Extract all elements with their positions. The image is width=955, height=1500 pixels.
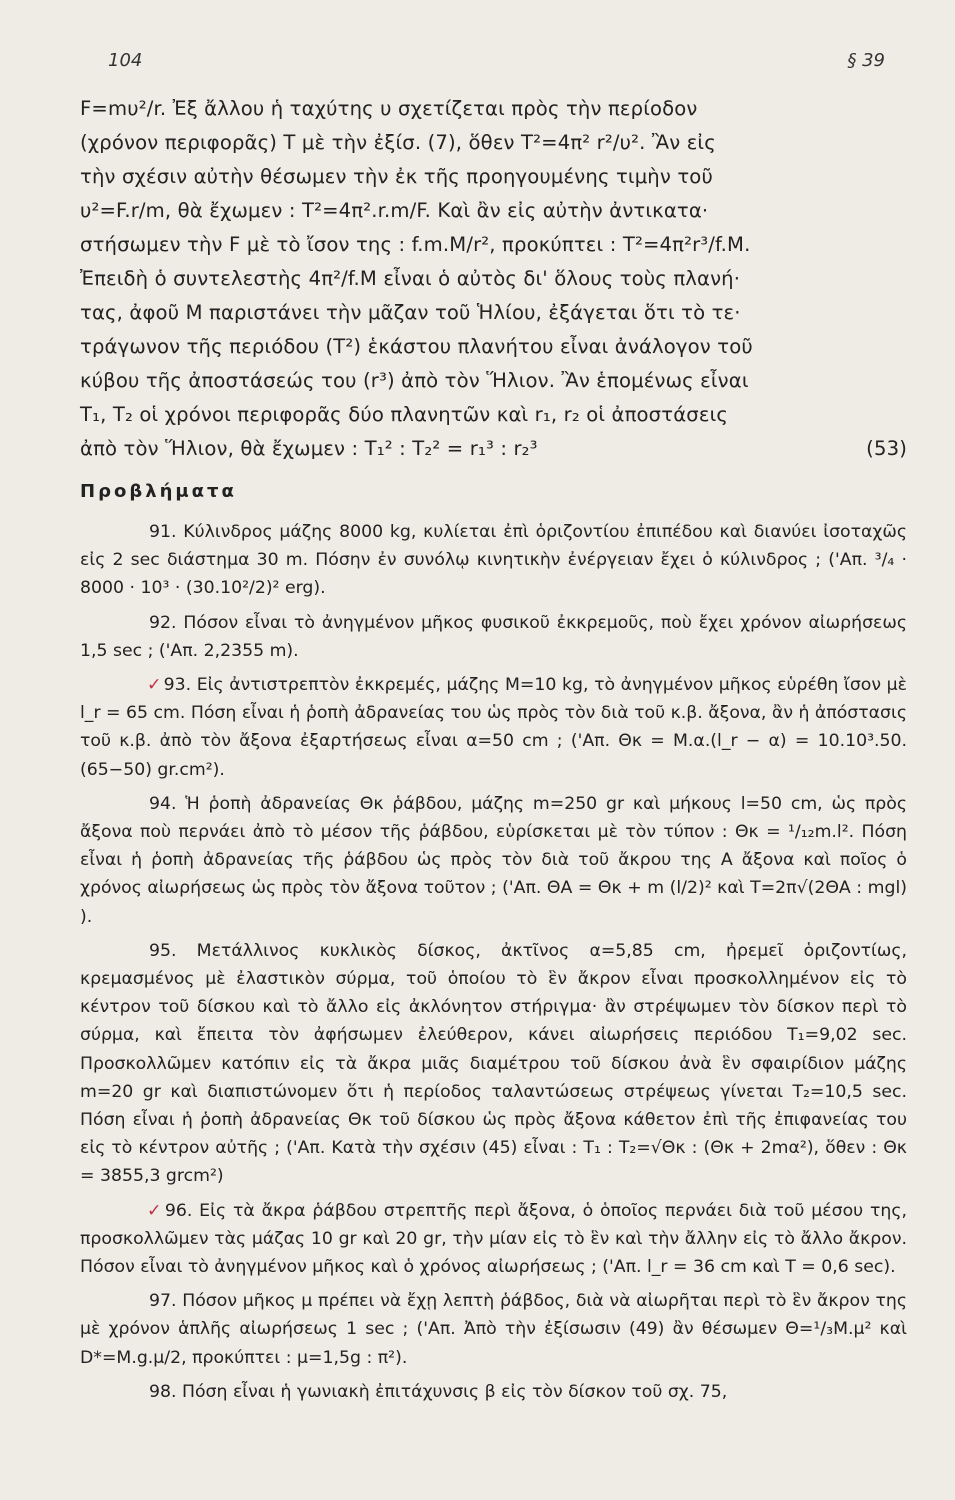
handwritten-check-mark: ✓ (147, 1200, 163, 1221)
page-header (108, 50, 885, 80)
text-line: Ἐπειδὴ ὁ συντελεστὴς 4π²/f.M εἶναι ὁ αὐτὸς δι' ὅλους τοὺς πλανή· (80, 267, 741, 290)
problem-item (80, 518, 907, 603)
problem-item (80, 1378, 907, 1406)
problem-item (80, 1287, 907, 1372)
problem-text: 97. Πόσον μῆκος μ πρέπει νὰ ἔχῃ λεπτὴ ῥάβδος, διὰ νὰ αἰωρῆται περὶ τὸ ἓν ἄκρον της μὲ χρόνον ἁπλῆς αἰωρήσεως 1 sec ; ('Απ. Ἀπὸ τὴν ἐξίσωσιν (49) ἂν θέσωμεν Θ=¹/₃M.μ² καὶ D*=M.g.μ/2, προκύπτει : μ=1,5g : π²). (80, 1291, 907, 1368)
problem-text: 93. Εἰς ἀντιστρεπτὸν ἐκκρεμές, μάζης M=10 kg, τὸ ἀνηγμένον μῆκος εὑρέθη ἴσον μὲ l_r = 65 cm. Πόση εἶναι ἡ ῥοπὴ ἀδρανείας του ὡς πρὸς τὸν διὰ τοῦ κ.β. ἄξονα, ἂν ἡ ἀπόστασις τοῦ κ.β. ἀπὸ τὸν ἄξονα ἐξαρτήσεως εἶναι α=50 cm ; ('Απ. Θκ = M.α.(l_r − α) = 10.10³.50.(65−50) gr.cm²). (80, 675, 907, 780)
section-heading: Προβλήματα (80, 481, 237, 502)
text-line: τράγωνον τῆς περιόδου (T²) ἑκάστου πλανήτου εἶναι ἀνάλογον τοῦ (80, 335, 753, 358)
problem-text: 92. Πόσον εἶναι τὸ ἀνηγμένον μῆκος φυσικοῦ ἐκκρεμοῦς, ποὺ ἔχει χρόνον αἰωρήσεως 1,5 sec ; ('Απ. 2,2355 m). (80, 612, 907, 661)
equation-number: (53) (866, 437, 907, 460)
problem-item (80, 671, 907, 784)
text-line: (χρόνον περιφορᾶς) T μὲ τὴν ἐξίσ. (7), ὅθεν T²=4π² r²/υ². Ἂν εἰς (80, 131, 716, 154)
text-line: τὴν σχέσιν αὐτὴν θέσωμεν τὴν ἐκ τῆς προηγουμένης τιμὴν τοῦ (80, 165, 713, 188)
handwritten-check-mark: ✓ (147, 675, 162, 696)
problem-item (80, 790, 907, 931)
page-number: 104 (108, 50, 143, 71)
text-line: T₁, T₂ οἱ χρόνοι περιφορᾶς δύο πλανητῶν καὶ r₁, r₂ οἱ ἀποστάσεις (80, 403, 728, 426)
problem-item (80, 1197, 907, 1282)
problem-text: 96. Εἰς τὰ ἄκρα ῥάβδου στρεπτῆς περὶ ἄξονα, ὁ ὁποῖος περνάει διὰ τοῦ μέσου της, προσκολλῶμεν τὰς μάζας 10 gr καὶ 20 gr, τὴν μίαν εἰς τὸ ἓν καὶ τὴν ἄλλην εἰς τὸ ἄλλο ἄκρον. Πόσον εἶναι τὸ ἀνηγμένον μῆκος καὶ ὁ χρόνος αἰωρήσεως ; ('Απ. l_r = 36 cm καὶ T = 0,6 sec). (80, 1200, 907, 1278)
text-line: τας, ἀφοῦ M παριστάνει τὴν μᾶζαν τοῦ Ἡλίου, ἐξάγεται ὅτι τὸ τε· (80, 301, 741, 324)
text-line: στήσωμεν τὴν F μὲ τὸ ἴσον της : f.m.M/r², προκύπτει : T²=4π²r³/f.M. (80, 233, 751, 256)
problem-item (80, 609, 907, 665)
equation-line (80, 432, 907, 466)
problem-item (80, 937, 907, 1191)
problems-list (80, 518, 907, 1412)
text-line: υ²=F.r/m, θὰ ἔχωμεν : T²=4π².r.m/F. Καὶ ἂν εἰς αὐτὴν ἀντικατα· (80, 199, 709, 222)
text-line: κύβου τῆς ἀποστάσεώς του (r³) ἀπὸ τὸν Ἥλιον. Ἂν ἑπομένως εἶναι (80, 369, 749, 392)
problem-text: 98. Πόση εἶναι ἡ γωνιακὴ ἐπιτάχυνσις β εἰς τὸν δίσκον τοῦ σχ. 75, (149, 1381, 728, 1402)
section-number: § 39 (847, 50, 885, 71)
body-text (80, 92, 907, 466)
problem-text: 94. Ἡ ῥοπὴ ἀδρανείας Θκ ῥάβδου, μάζης m=250 gr καὶ μήκους l=50 cm, ὡς πρὸς ἄξονα ποὺ περνάει ἀπὸ τὸ μέσον τῆς ῥάβδου, εὑρίσκεται μὲ τὸν τύπον : Θκ = ¹/₁₂m.l². Πόση εἶναι ἡ ῥοπὴ ἀδρανείας τῆς ῥάβδου ὡς πρὸς τὸν διὰ τοῦ ἄκρου της A ἄξονα καὶ ποῖος ὁ χρόνος αἰωρήσεως ὡς πρὸς τὸν ἄξονα τοῦτον ; ('Απ. ΘA = Θκ + m (l/2)² καὶ T=2π√(2ΘA : mgl) ). (80, 793, 907, 927)
text-line: F=mυ²/r. Ἐξ ἄλλου ἡ ταχύτης υ σχετίζεται πρὸς τὴν περίοδον (80, 97, 698, 120)
equation-text: ἀπὸ τὸν Ἥλιον, θὰ ἔχωμεν : T₁² : T₂² = r₁³ : r₂³ (80, 437, 538, 460)
problem-text: 95. Μετάλλινος κυκλικὸς δίσκος, ἀκτῖνος α=5,85 cm, ἠρεμεῖ ὁριζοντίως, κρεμασμένος μὲ ἐλαστικὸν σύρμα, τοῦ ὁποίου τὸ ἓν ἄκρον εἶναι προσκολλημένον εἰς τὸ κέντρον τοῦ δίσκου καὶ τὸ ἄλλο εἰς ἀκλόνητον στήριγμα· ἂν στρέψωμεν τὸν δίσκον περὶ τὸ σύρμα, καὶ ἔπειτα τὸν ἀφήσωμεν ἐλεύθερον, κάνει αἰωρήσεις περιόδου T₁=9,02 sec. Προσκολλῶμεν κατόπιν εἰς τὰ ἄκρα μιᾶς διαμέτρου τοῦ δίσκου ἀνὰ ἓν σφαιρίδιον μάζης m=20 gr καὶ διαπιστώνομεν ὅτι ἡ περίοδος ταλαντώσεως στρέψεως γίνεται T₂=10,5 sec. Πόση εἶναι ἡ ῥοπὴ ἀδρανείας Θκ τοῦ δίσκου ὡς πρὸς ἄξονα κάθετον ἐπὶ τῆς ἐπιφανείας του εἰς τὸ κέντρον αὐτῆς ; ('Απ. Κατὰ τὴν σχέσιν (45) εἶναι : T₁ : T₂=√Θκ : (Θκ + 2mα²), ὅθεν : Θκ = 3855,3 grcm²) (80, 940, 907, 1187)
problem-text: 91. Κύλινδρος μάζης 8000 kg, κυλίεται ἐπὶ ὁριζοντίου ἐπιπέδου καὶ διανύει ἰσοταχῶς εἰς 2 sec διάστημα 30 m. Πόσην ἐν συνόλῳ κινητικὴν ἐνέργειαν ἔχει ὁ κύλινδρος ; ('Απ. ³/₄ · 8000 · 10³ · (30.10²/2)² erg). (80, 522, 907, 599)
